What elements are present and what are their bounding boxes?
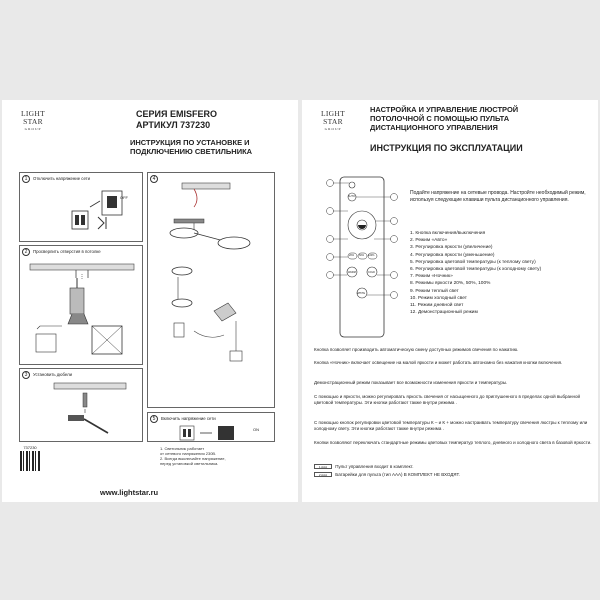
list-item: 5. Регулировка цветовой температуры (к теплому свету)	[410, 259, 536, 265]
step-number: 4	[150, 175, 158, 183]
list-item: 12. Демонстрационный режим	[410, 310, 478, 316]
breaker-on-illustration	[178, 424, 238, 442]
step-number: 3	[22, 371, 30, 379]
remote-included-note: 1 AAA Пульт управления входит в комплект.	[314, 464, 413, 469]
mounting-illustration	[154, 181, 272, 407]
step-title: Включить напряжение сети	[161, 416, 216, 421]
paragraph: Кнопки позволяют переключать стандартные режимы цветовых температур теплого, дневного и холодного света в базовой яркости.	[314, 440, 592, 445]
instruction-title: ИНСТРУКЦИЯ ПО УСТАНОВКЕ И ПОДКЛЮЧЕНИЮ СВЕТИЛЬНИКА	[130, 138, 253, 156]
drilling-illustration	[26, 260, 138, 362]
notes: 1. Светильник работает от сетевого напряжения 230В. 2. Всегда выключайте напряжение, перед установкой светильника.	[160, 446, 226, 466]
battery-tag: 2 AAA	[314, 472, 332, 477]
series-title: СЕРИЯ EMISFERO АРТИКУЛ 737230	[136, 109, 217, 130]
step-title: Установить дюбели	[33, 372, 73, 377]
p50-button-label: 50%	[359, 254, 365, 257]
step-title: Просверлить отверстия в потолке	[33, 249, 101, 254]
list-item: 9. Режим теплый свет	[410, 288, 459, 294]
step-number: 2	[22, 248, 30, 256]
list-item: 2. Режим «Авто»	[410, 238, 448, 244]
qr-code	[20, 451, 40, 471]
off-label: OFF	[120, 195, 128, 200]
remote-control-drawing	[322, 175, 404, 345]
list-item: 6. Регулировка цветовой температуры (к холодному свету)	[410, 267, 542, 273]
battery-tag: 1 AAA	[314, 464, 332, 469]
website: www.lightstar.ru	[100, 488, 159, 497]
warm-button-label: WARM	[348, 271, 356, 274]
step-3-panel	[19, 368, 143, 442]
intro-text: Подайте напряжение на сетевые провода. Настройте необходимый режим, используя следующие клавиши пульта дистанционного управления.	[410, 190, 586, 203]
paragraph: С помощью и яркости, можно регулировать яркость свечения от насыщенного до приглушенного в пределах одной выбранной цветовой температуры. Эти кнопки работают также внутри режима .	[314, 394, 581, 406]
paragraph: Кнопка позволяет производить автоматическую смену доступных режимов свечения по нажатию.	[314, 347, 519, 352]
step-number: 1	[22, 175, 30, 183]
lightstar-logo: LIGHT STAR GROUP	[321, 109, 345, 131]
p100-button-label: 100%	[368, 254, 375, 257]
battery-note: 2 AAA Батарейки для пульта (тип ААА) В КОМПЛЕКТ НЕ ВХОДЯТ.	[314, 472, 460, 477]
dowel-hammer-illustration	[50, 379, 130, 439]
step-2-panel	[19, 245, 143, 365]
operation-subtitle: ИНСТРУКЦИЯ ПО ЭКСПЛУАТАЦИИ	[370, 143, 523, 153]
step-title: Отключить напряжение сети	[33, 176, 91, 181]
list-item: 1. Кнопка включения/выключения	[410, 231, 486, 236]
paragraph: С помощью кнопок регулировки цветовой температуры К – и К + можно настраивать температуру свечения люстры к теплому или холодному свету. Эти кнопки работают также внутри режима .	[314, 420, 588, 432]
key-list	[410, 230, 590, 316]
step-4-panel	[147, 172, 275, 408]
product-code: 737230	[19, 445, 41, 471]
lightstar-logo: LIGHT STAR GROUP	[21, 109, 45, 131]
list-item: 10. Режим холодный свет	[410, 295, 467, 301]
on-label: ON	[253, 427, 259, 432]
white-button-label: WHITE	[357, 292, 366, 295]
step-5-panel	[147, 412, 275, 442]
step-1-panel	[19, 172, 143, 242]
operation-sheet	[302, 100, 598, 502]
list-item: 3. Регулировка яркости (увеличение)	[410, 245, 493, 251]
cold-button-label: COLD	[368, 271, 375, 274]
breaker-off-illustration	[50, 187, 130, 239]
list-item: 8. Режимы яркости 20%, 50%, 100%	[410, 281, 491, 287]
installation-sheet	[2, 100, 298, 502]
step-number: 5	[150, 415, 158, 423]
list-item: 7. Режим «Ночник»	[410, 274, 453, 280]
list-item: 11. Режим дневной свет	[410, 303, 464, 309]
remote-title: НАСТРОЙКА И УПРАВЛЕНИЕ ЛЮСТРОЙ ПОТОЛОЧНОЙ С ПОМОЩЬЮ ПУЛЬТА ДИСТАНЦИОННОГО УПРАВЛЕНИЯ	[370, 105, 519, 132]
auto-button-label: AUTO	[348, 195, 355, 198]
p20-button-label: 20%	[349, 254, 355, 257]
list-item: 4. Регулировка яркости (уменьшение)	[410, 252, 495, 258]
paragraph: Кнопка «Ночник» включает освещение на малой яркости и может работать автономно без нажатия кнопки включения.	[314, 360, 563, 365]
paragraph: Демонстрационный режим показывает все возможности изменения яркости и температуры.	[314, 380, 508, 385]
